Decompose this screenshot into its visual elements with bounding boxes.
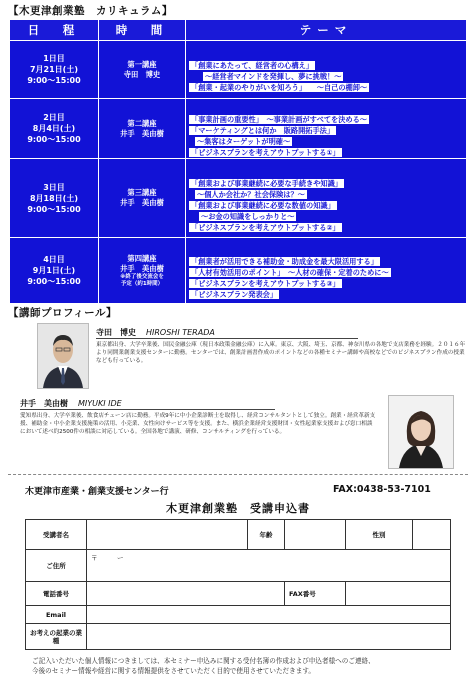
theme-item: 「ビジネスプラン発表会」 xyxy=(191,289,278,299)
day-label: 1日目 xyxy=(43,54,65,63)
label-fax: FAX番号 xyxy=(285,582,346,606)
theme-cell xyxy=(186,159,467,238)
instructor-label: 寺田 博史 xyxy=(123,69,161,79)
theme-item: 「ビジネスプランを考えアウトプットする②」 xyxy=(191,222,340,232)
theme-item: 「ビジネスプランを考えアウトプットする③」 xyxy=(191,278,340,288)
theme-cell xyxy=(186,41,467,99)
curriculum-table xyxy=(9,19,467,304)
instructor-bio-terada: 東京都出身、大学卒業後、国民金融公庫（現日本政策金融公庫）に入庫。東京、大阪、埼玉、京都、神奈川県の各地で支店業務を経験。２０１６年より同開業創業支援センターに勤務。センターでは、創業計画書作成のポイントなどの各種セミナー講師や高校などでのビジネスプラン作成の授業なども行っている。 xyxy=(96,342,466,365)
curriculum-row-1 xyxy=(10,41,467,99)
date-label: 8月18日(土) xyxy=(29,193,78,203)
date-cell xyxy=(10,41,99,99)
theme-item: 「創業および事業継続に必要な数値の知識」 xyxy=(191,200,335,210)
session-label: 第四講座 xyxy=(127,253,157,263)
date-label: 9月1日(土) xyxy=(32,266,76,275)
day-label: 2日目 xyxy=(43,113,65,122)
hours-label: 9:00～15:00 xyxy=(27,76,81,85)
label-age: 年齢 xyxy=(248,520,285,550)
postal-code-field: 〒 ー xyxy=(91,554,124,562)
column-header-date: 日 程 xyxy=(10,20,99,41)
instructor-name-terada xyxy=(96,327,215,338)
date-label: 7月21日(土) xyxy=(29,65,78,74)
theme-item: ～集客はターゲットが明確～ xyxy=(197,136,291,146)
application-form xyxy=(25,519,451,650)
gender-field[interactable] xyxy=(413,520,451,550)
date-cell xyxy=(10,99,99,159)
instructor-name-ide xyxy=(20,398,122,409)
label-email: Email xyxy=(26,606,87,624)
theme-item: 「事業計画の重要性」 ～事業計画がすべてを決める～ xyxy=(191,114,367,124)
theme-item: 「マーケティングとは何か 販路開拓手法」 xyxy=(191,125,335,135)
instructor-photo-terada xyxy=(37,323,89,389)
hours-label: 9:00～15:00 xyxy=(27,277,81,286)
divider xyxy=(96,338,358,339)
day-label: 3日目 xyxy=(43,182,65,192)
hours-label: 9:00～15:00 xyxy=(27,204,81,214)
date-label: 8月4日(土) xyxy=(32,124,76,133)
session-label: 第三講座 xyxy=(127,188,157,197)
phone-field[interactable] xyxy=(87,582,285,606)
day-label: 4日目 xyxy=(43,255,65,264)
theme-item: 「ビジネスプランを考えアウトプットする①」 xyxy=(191,147,340,157)
curriculum-row-3 xyxy=(10,159,467,238)
session-cell xyxy=(99,41,186,99)
session-cell xyxy=(99,238,186,304)
session-cell xyxy=(99,99,186,159)
social-note: 予定（約1時間） xyxy=(120,280,164,287)
privacy-note xyxy=(32,656,462,676)
curriculum-heading: 【木更津創業塾 カリキュラム】 xyxy=(8,5,173,17)
instructor-roman-name: MIYUKI IDE xyxy=(78,399,122,408)
theme-item: 「人材有効活用のポイント」 ～人材の確保・定着のために～ xyxy=(191,267,389,277)
form-fax-number: FAX:0438-53-7101 xyxy=(333,484,431,495)
label-gender: 性別 xyxy=(346,520,413,550)
date-cell xyxy=(10,238,99,304)
date-cell xyxy=(10,159,99,238)
theme-item: 「創業にあたって、経営者の心構え」 xyxy=(191,61,314,70)
theme-cell xyxy=(186,99,467,159)
form-recipient: 木更津市産業・創業支援センター行 xyxy=(25,487,169,497)
divider xyxy=(20,409,275,410)
instructor-bio-ide: 愛知県出身、大学卒業後、飲食店チェーン店に勤務。平成9年に中小企業診断士を取得し、経営コンサルタントとして独立。創業・経営革新支援、補助金・中小企業支援施策の活用、小売業、女性向けサービス等を支援。また、横浜企業経営支援財団・女性起業家支援および窓口相談において述べ約2500件の相談に対応している。全国各地で講演、研修、コンサルティングを行っている。 xyxy=(20,413,376,436)
privacy-note-line: ご記入いただいた個人情報につきましては、本セミナー申込みに関する受付名簿の作成および申込者様へのご連絡、 xyxy=(32,657,375,665)
instructor-name: 井手 美由樹 xyxy=(20,399,68,408)
column-header-theme: テーマ xyxy=(186,20,467,41)
form-title: 木更津創業塾 受講申込書 xyxy=(166,502,310,515)
instructor-label: 井手 美由樹 xyxy=(120,198,164,207)
theme-item: 「創業および事業継続に必要な手続きや知識」 xyxy=(191,178,342,188)
curriculum-row-4 xyxy=(10,238,467,304)
label-phone: 電話番号 xyxy=(26,582,87,606)
theme-item: ～お金の知識をしっかりと～ xyxy=(201,211,295,221)
email-field[interactable] xyxy=(87,606,451,624)
theme-item: ～経営者マインドを発揮し、夢に挑戦！～ xyxy=(205,72,342,81)
theme-cell xyxy=(186,238,467,304)
profile-heading: 【講師プロフィール】 xyxy=(8,307,117,319)
name-field[interactable] xyxy=(87,520,248,550)
theme-item: ～個人か会社か？社会保険は？～ xyxy=(197,189,305,199)
theme-item: 「創業・起業のやりがいを知ろう」 ～自己の棚卸～ xyxy=(191,83,368,92)
instructor-label: 井手 美由樹 xyxy=(120,263,164,273)
privacy-note-line: 今後のセミナー情報や経営に関する情報提供をさせていただく目的で使用させていただきます。 xyxy=(32,667,316,675)
instructor-photo-ide xyxy=(388,395,454,469)
instructor-name: 寺田 博史 xyxy=(96,328,136,337)
column-header-time: 時 間 xyxy=(99,20,186,41)
age-field[interactable] xyxy=(285,520,346,550)
theme-item: 「創業者が活用できる補助金・助成金を最大限活用する」 xyxy=(191,256,378,266)
instructor-roman-name: HIROSHI TERADA xyxy=(146,328,215,337)
fax-field[interactable] xyxy=(346,582,451,606)
session-label: 第一講座 xyxy=(127,59,157,69)
hours-label: 9:00～15:00 xyxy=(27,135,81,144)
business-type-field[interactable] xyxy=(87,624,451,650)
address-field[interactable] xyxy=(87,550,451,582)
curriculum-header-row xyxy=(10,20,467,41)
cut-line xyxy=(8,474,468,475)
session-label: 第二講座 xyxy=(127,118,157,128)
label-name: 受講者名 xyxy=(26,520,87,550)
instructor-label: 井手 美由樹 xyxy=(120,128,164,138)
curriculum-row-2 xyxy=(10,99,467,159)
label-business-type: お考えの起業の業種 xyxy=(26,624,87,650)
social-note: ※終了後交流会を xyxy=(120,273,164,280)
label-address: ご住所 xyxy=(26,550,87,582)
session-cell xyxy=(99,159,186,238)
